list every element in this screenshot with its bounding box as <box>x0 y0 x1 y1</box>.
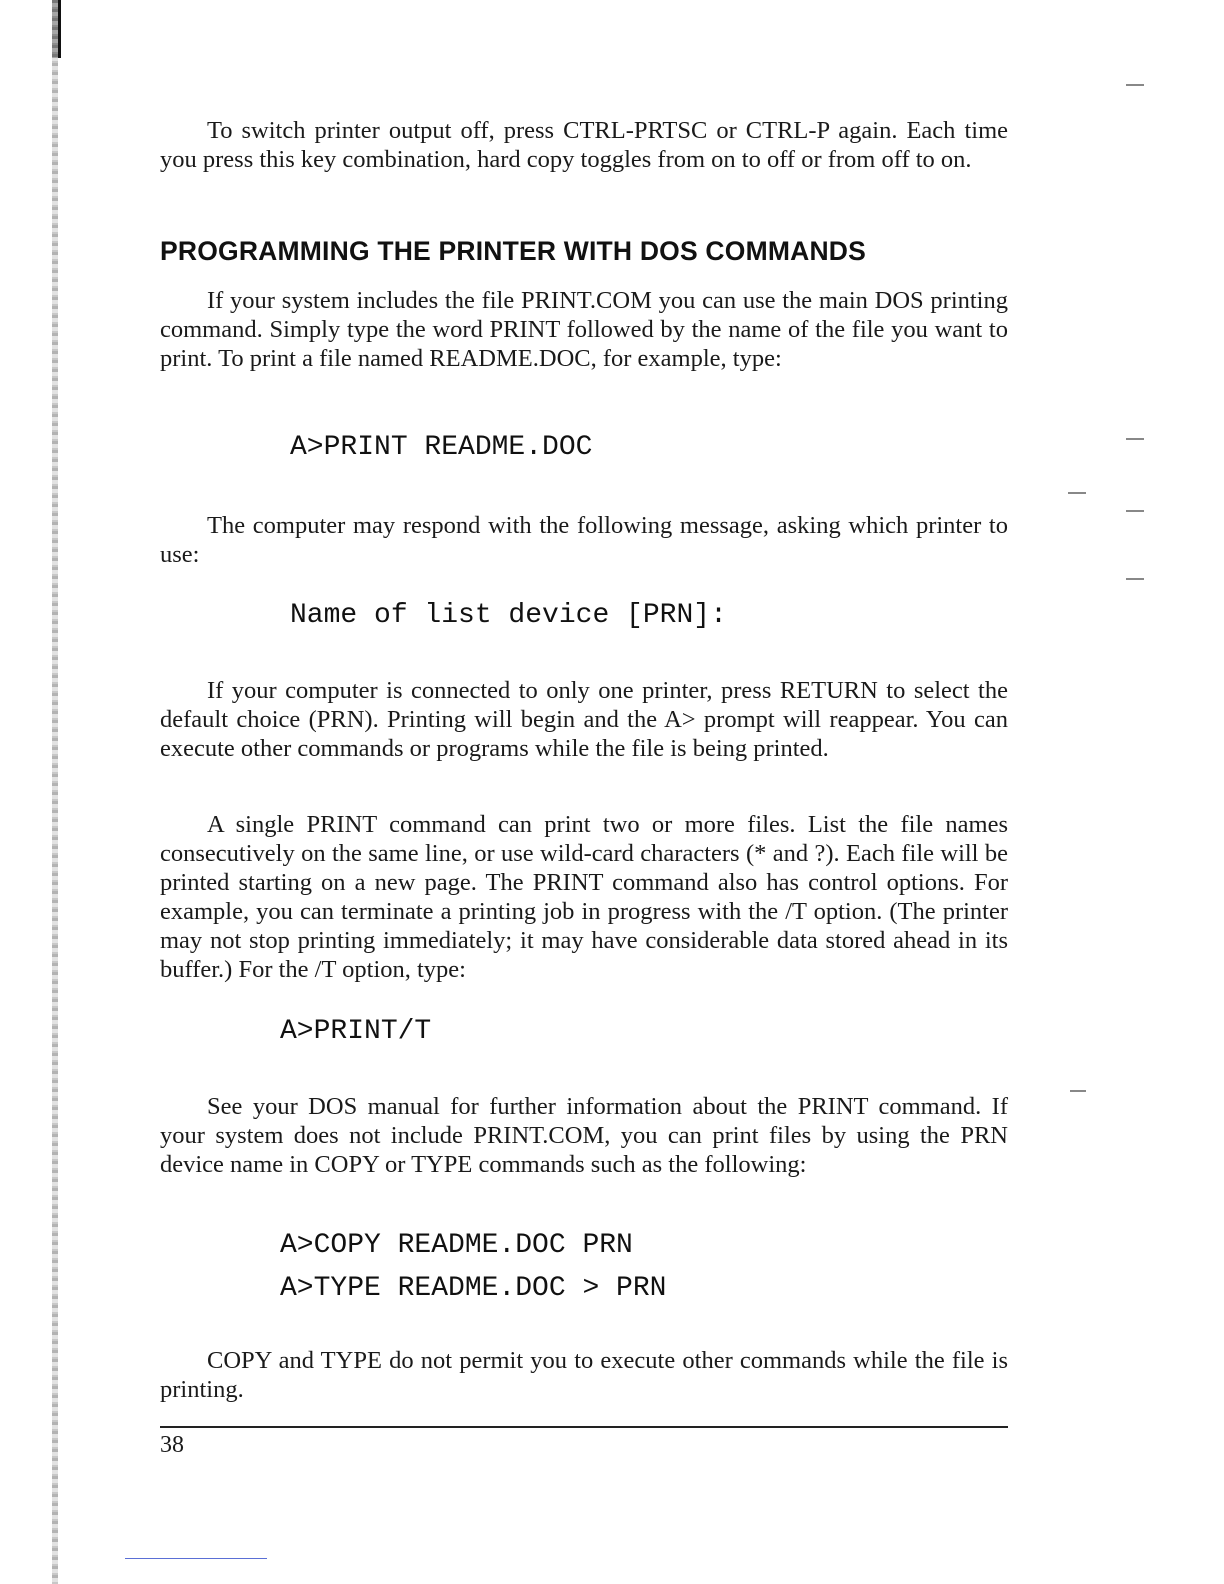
code-list-device-prompt: Name of list device [PRN]: <box>290 600 727 631</box>
margin-mark <box>1126 84 1144 86</box>
binding-edge <box>52 0 58 1584</box>
margin-mark <box>1126 578 1144 580</box>
code-type-command: A>TYPE README.DOC > PRN <box>280 1273 667 1304</box>
margin-mark <box>1070 1090 1086 1092</box>
paragraph-return-default: If your computer is connected to only one printer, press RETURN to select the default choice (PRN). Printing will begin and the A> prompt will reappear. You can execute other commands or programs while the file is being printed. <box>160 677 1008 762</box>
paragraph-computer-respond: The computer may respond with the following message, asking which printer to use: <box>160 512 1008 568</box>
paragraph-dos-manual: See your DOS manual for further information about the PRINT command. If your system does not include PRINT.COM, you can print files by using the PRN device name in COPY or TYPE commands such as the following: <box>160 1093 1008 1178</box>
margin-mark <box>1068 492 1086 494</box>
paragraph-printer-toggle: To switch printer output off, press CTRL-PRTSC or CTRL-P again. Each time you press this key combination, hard copy toggles from on to off or from off to on. <box>160 117 1008 173</box>
footer-rule <box>160 1426 1008 1428</box>
paragraph-multiple-files: A single PRINT command can print two or more files. List the file names consecutively on the same line, or use wild-card characters (* and ?). Each file will be printed starting on a new page. The PRINT command also has control options. For example, you can terminate a printing job in progress with the /T option. (The printer may not stop printing immediately; it may have considerable data stored ahead in its buffer.) For the /T option, type: <box>160 811 1008 983</box>
margin-mark <box>1126 438 1144 440</box>
code-print-readme: A>PRINT README.DOC <box>290 432 593 463</box>
margin-mark <box>1126 510 1144 512</box>
code-print-t: A>PRINT/T <box>280 1016 432 1047</box>
link-underline <box>125 1558 267 1559</box>
code-copy-command: A>COPY README.DOC PRN <box>280 1230 633 1261</box>
section-heading: PROGRAMMING THE PRINTER WITH DOS COMMANDS <box>160 236 867 266</box>
paragraph-print-com: If your system includes the file PRINT.COM you can use the main DOS printing command. Simply type the word PRINT followed by the name of the file you want to print. To print a file named README.DOC, for example, type: <box>160 287 1008 372</box>
paragraph-copy-type: COPY and TYPE do not permit you to execute other commands while the file is printing. <box>160 1347 1008 1403</box>
page-number: 38 <box>160 1432 184 1458</box>
